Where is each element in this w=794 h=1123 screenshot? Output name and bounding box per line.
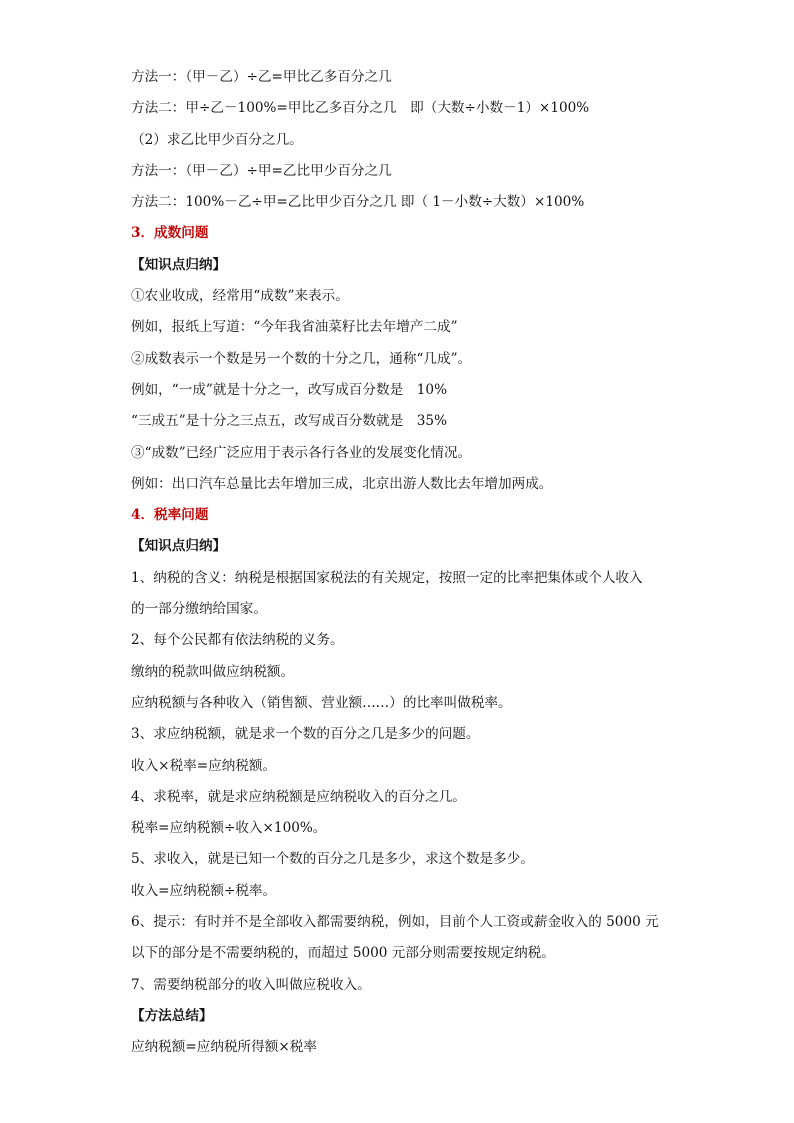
- section-heading: 4．税率问题: [131, 507, 209, 524]
- text-line: 方法一：（甲－乙）÷乙=甲比乙多百分之几: [131, 69, 392, 85]
- text-line: 例如：出口汽车总量比去年增加三成，北京出游人数比去年增加两成。: [131, 475, 553, 492]
- text-line: 例如，报纸上写道：“今年我省油菜籽比去年增产二成”: [131, 319, 458, 336]
- text-line: 4、求税率，就是求应纳税额是应纳税收入的百分之几。: [131, 788, 466, 805]
- text-line: 3、求应纳税额，就是求一个数的百分之几是多少的问题。: [131, 726, 480, 743]
- text-line: 1、纳税的含义：纳税是根据国家税法的有关规定，按照一定的比率把集体或个人收入: [131, 569, 643, 586]
- text-line: 以下的部分是不需要纳税的，而超过 5000 元部分则需要按规定纳税。: [131, 945, 555, 962]
- text-line: 方法一：（甲－乙）÷甲=乙比甲少百分之几: [131, 162, 392, 179]
- text-line: ③“成数”已经广泛应用于表示各行各业的发展变化情况。: [131, 444, 472, 461]
- text-line: 收入×税率=应纳税额。: [131, 757, 277, 774]
- text-line: “三成五”是十分之三点五，改写成百分数就是 35%: [131, 413, 447, 430]
- text-line: ②成数表示一个数是另一个数的十分之几，通称“几成”。: [131, 350, 472, 367]
- text-line: 例如，“一成”就是十分之一，改写成百分数是 10%: [131, 381, 447, 398]
- text-line: 税率=应纳税额÷收入×100%。: [131, 820, 327, 837]
- text-line: 方法二：甲÷乙－100%=甲比乙多百分之几 即（大数÷小数－1）×100%: [131, 100, 590, 117]
- text-line: 的一部分缴纳给国家。: [131, 601, 267, 618]
- text-line: 7、需要纳税部分的收入叫做应税收入。: [131, 976, 371, 993]
- text-line: 5、求收入，就是已知一个数的百分之几是多少，求这个数是多少。: [131, 851, 534, 868]
- section-heading: 3．成数问题: [131, 225, 209, 242]
- subsection-label: 【知识点归纳】: [131, 538, 227, 555]
- text-line: 缴纳的税款叫做应纳税额。: [131, 663, 295, 680]
- subsection-label: 【知识点归纳】: [131, 256, 227, 273]
- text-line: 2、每个公民都有依法纳税的义务。: [131, 632, 344, 649]
- text-line: （2）求乙比甲少百分之几。: [131, 131, 303, 148]
- text-line: ①农业收成，经常用“成数”来表示。: [131, 288, 349, 305]
- text-line: 收入=应纳税额÷税率。: [131, 882, 277, 899]
- text-line: 方法二：100%－乙÷甲=乙比甲少百分之几 即（ 1－小数÷大数）×100%: [131, 194, 585, 211]
- text-line: 应纳税额=应纳税所得额×税率: [131, 1039, 317, 1056]
- subsection-label: 【方法总结】: [131, 1007, 213, 1024]
- document-body: [131, 62, 671, 1064]
- text-line: 6、提示：有时并不是全部收入都需要纳税，例如，目前个人工资或薪金收入的 5000 元: [131, 914, 659, 931]
- text-line: 应纳税额与各种收入（销售额、营业额……）的比率叫做税率。: [131, 694, 512, 711]
